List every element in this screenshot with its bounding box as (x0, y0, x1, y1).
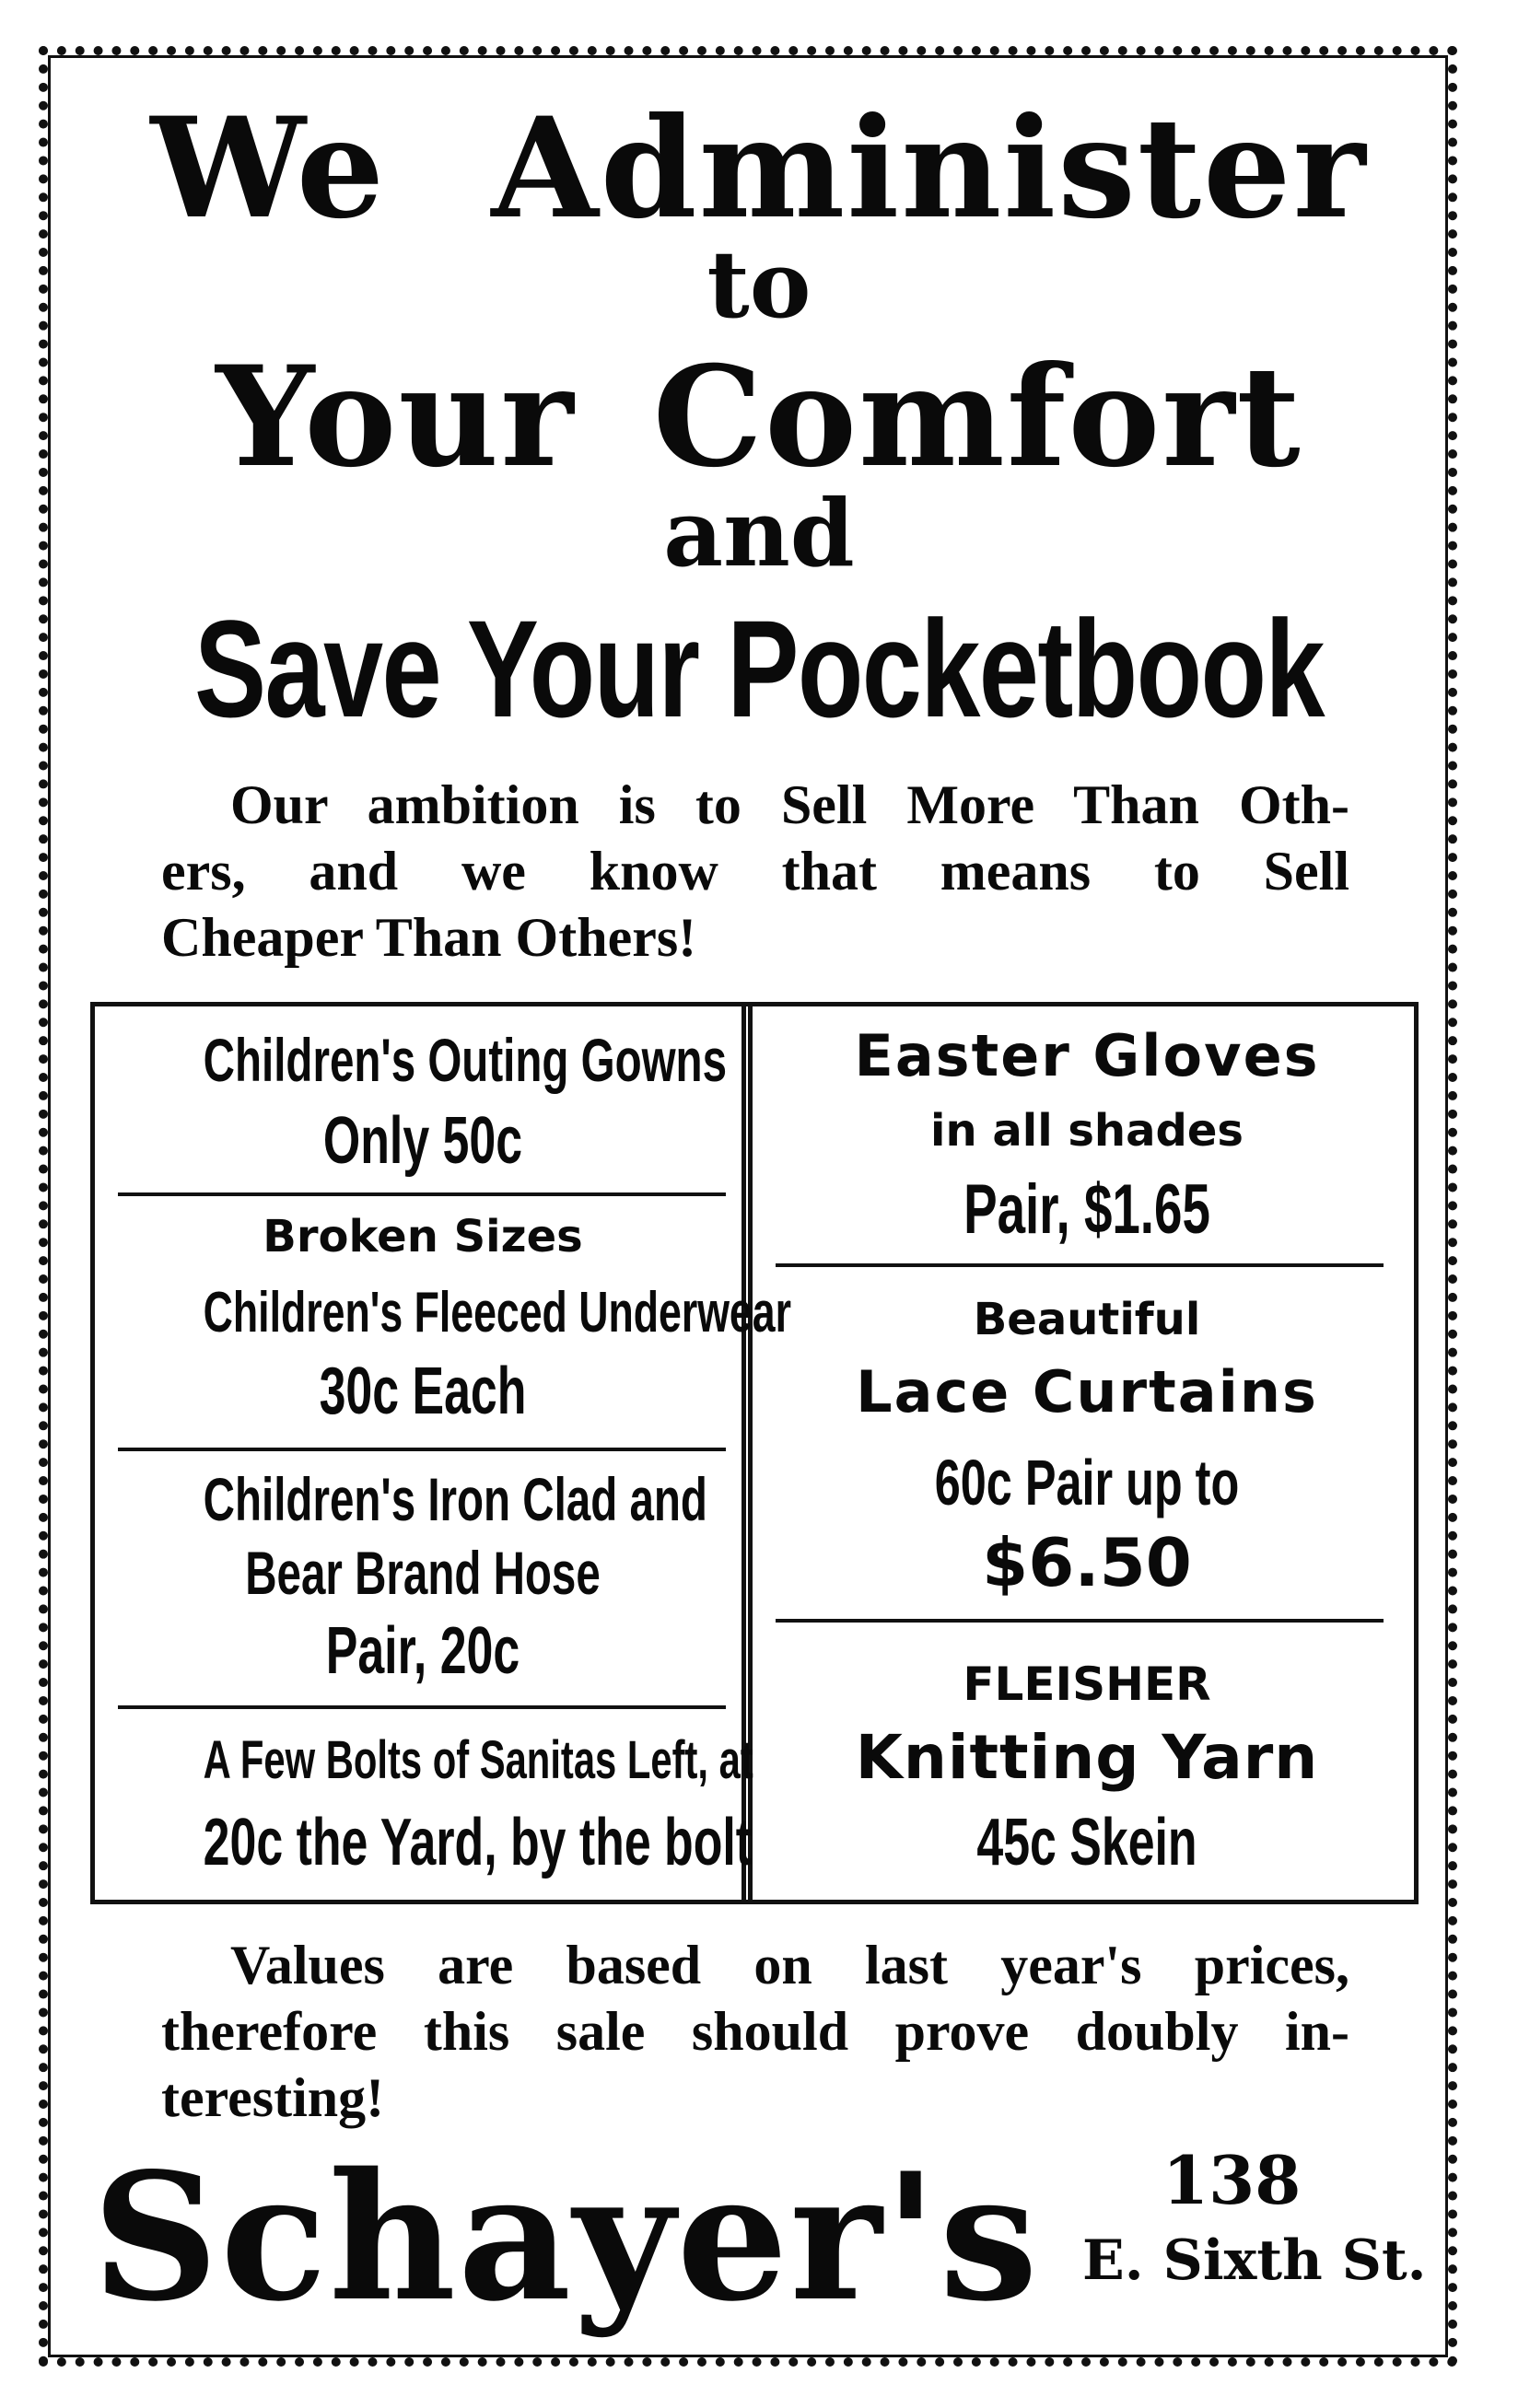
item-curtains-title: Lace Curtains (856, 1358, 1318, 1425)
headline-line-5: Save Your Pocketbook (194, 591, 1324, 746)
item-gloves-subtitle: in all shades (930, 1105, 1244, 1157)
headline-line-2: to (706, 230, 812, 339)
item-yarn-title: Knitting Yarn (855, 1722, 1319, 1793)
item-curtains-heading: Beautiful (973, 1294, 1201, 1345)
outro-line-3: teresting! (161, 2067, 385, 2128)
headline-line-4: and (663, 479, 855, 587)
intro-line-1: Our ambition is to Sell More Than Oth- (230, 774, 1349, 835)
left-separator-3 (118, 1705, 726, 1709)
item-yarn-price: 45c Skein (976, 1806, 1197, 1879)
store-name: Schayer's (92, 2135, 1040, 2340)
outro-paragraph (161, 1932, 1349, 2131)
left-separator-2 (118, 1448, 726, 1451)
item-curtains-price: 60c Pair up to (934, 1447, 1240, 1518)
right-separator-2 (776, 1619, 1384, 1623)
item-underwear-title: Children's Fleeced Underwear (203, 1281, 791, 1344)
item-outing-gowns-title: Children's Outing Gowns (203, 1026, 728, 1094)
item-gloves-price: Pair, $1.65 (963, 1170, 1210, 1249)
item-sanitas-title: A Few Bolts of Sanitas Left, at (203, 1730, 753, 1790)
intro-line-2: ers, and we know that means to Sell (161, 841, 1349, 902)
item-sanitas-price: 20c the Yard, by the bolt (203, 1806, 753, 1879)
store-address-number: 138 (1162, 2141, 1302, 2219)
right-separator-1 (776, 1263, 1384, 1267)
intro-paragraph (161, 772, 1349, 971)
headline-line-3: Your Comfort (216, 336, 1302, 498)
item-gloves-title: Easter Gloves (854, 1022, 1320, 1089)
item-underwear-heading: Broken Sizes (263, 1211, 583, 1262)
store-address-street: E. Sixth St. (1082, 2228, 1427, 2293)
headline-line-1: We Administer (150, 87, 1368, 250)
left-separator-1 (118, 1192, 726, 1196)
intro-line-3: Cheaper Than Others! (161, 907, 697, 968)
item-outing-gowns-price: Only 50c (322, 1104, 523, 1178)
item-hose-price: Pair, 20c (325, 1614, 520, 1688)
item-hose-title-1: Children's Iron Clad and (203, 1465, 707, 1533)
outro-line-2: therefore this sale should prove doubly in- (161, 2001, 1349, 2062)
outro-line-1: Values are based on last year's prices, (230, 1935, 1349, 1995)
item-hose-title-2: Bear Brand Hose (245, 1539, 601, 1607)
item-yarn-brand: FLEISHER (963, 1658, 1211, 1711)
item-underwear-price: 30c Each (319, 1355, 527, 1428)
item-curtains-price-max: $6.50 (982, 1524, 1192, 1601)
